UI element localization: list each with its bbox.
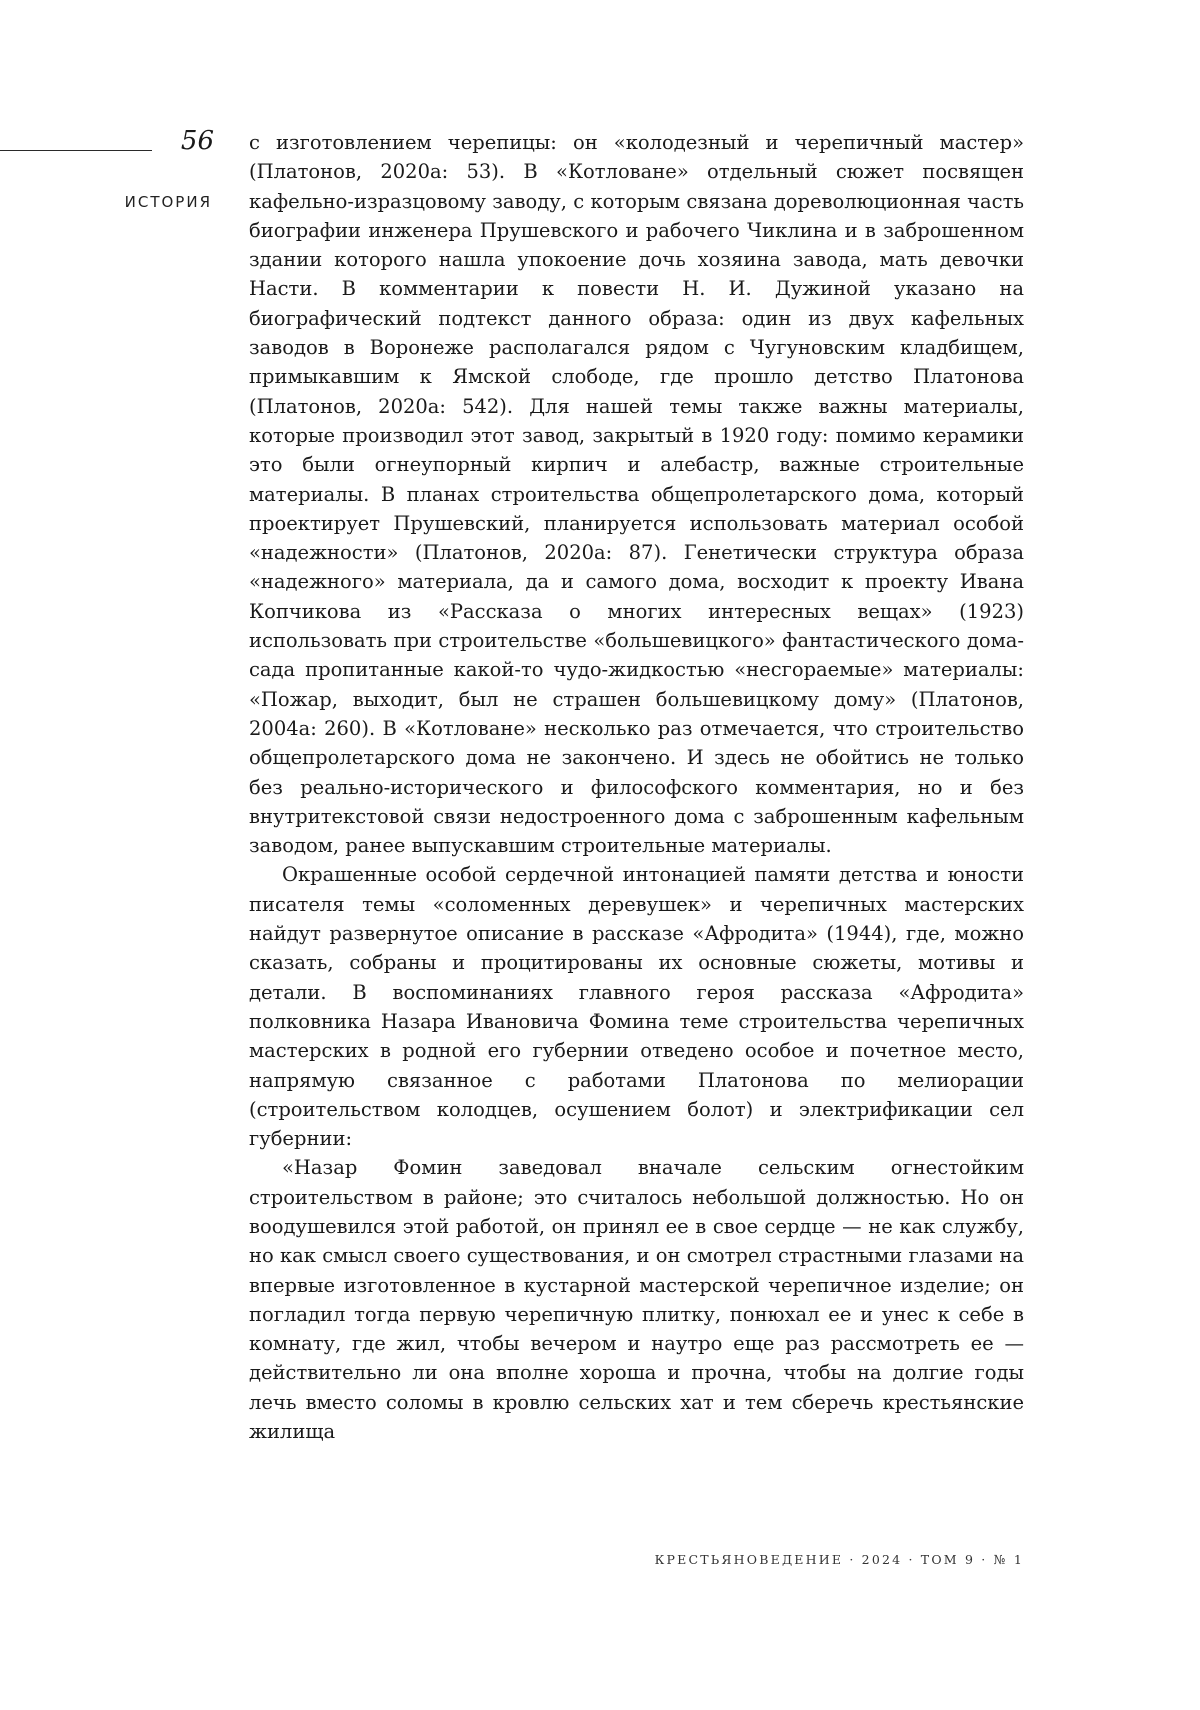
main-text — [249, 128, 1024, 1446]
quote-paragraph: «Назар Фомин заведовал вначале сельским огнестойким строительством в районе; это считалось небольшой должностью. Но он воодушевился этой работой, он принял ее в свое сердце — не как службу, но как смысл своего существования, и он смотрел страстными глазами на впервые изготовленное в кустарной мастерской черепичное изделие; он погладил тогда первую черепичную плитку, понюхал ее и унес к себе в комнату, где жил, чтобы вечером и наутро еще раз рассмотреть ее — действительно ли она вполне хороша и прочна, чтобы на долгие годы лечь вместо соломы в кровлю сельских хат и тем сберечь крестьянские жилища — [249, 1153, 1024, 1446]
paragraph-1: с изготовлением черепицы: он «колодезный и черепичный мастер» (Платонов, 2020а: 53). В «Котловане» отдельный сюжет посвящен кафельно-изразцовому заводу, с которым связана дореволюционная часть биографии инженера Прушевского и рабочего Чиклина и в заброшенном здании которого нашла упокоение дочь хозяина завода, мать девочки Насти. В комментарии к повести Н. И. Дужиной указано на биографический подтекст данного образа: один из двух кафельных заводов в Воронеже располагался рядом с Чугуновским кладбищем, примыкавшим к Ямской слободе, где прошло детство Платонова (Платонов, 2020а: 542). Для нашей темы также важны материалы, которые производил этот завод, закрытый в 1920 году: помимо керамики это были огнеупорный кирпич и алебастр, важные строительные материалы. В планах строительства общепролетарского дома, который проектирует Прушевский, планируется использовать материал особой «надежности» (Платонов, 2020а: 87). Генетически структура образа «надежного» материала, да и самого дома, восходит к проекту Ивана Копчикова из «Рассказа о многих интересных вещах» (1923) использовать при строительстве «большевицкого» фантастического дома-сада пропитанные какой-то чудо-жидкостью «несгораемые» материалы: «Пожар, выходит, был не страшен большевицкому дому» (Платонов, 2004а: 260). В «Котловане» несколько раз отмечается, что строительство общепролетарского дома не закончено. И здесь не обойтись не только без реально-исторического и философского комментария, но и без внутритекстовой связи недостроенного дома с заброшенным кафельным заводом, ранее выпускавшим строительные материалы. — [249, 128, 1024, 860]
paragraph-2: Окрашенные особой сердечной интонацией памяти детства и юности писателя темы «соломенных деревушек» и черепичных мастерских найдут развернутое описание в рассказе «Афродита» (1944), где, можно сказать, собраны и процитированы их основные сюжеты, мотивы и детали. В воспоминаниях главного героя рассказа «Афродита» полковника Назара Ивановича Фомина теме строительства черепичных мастерских в родной его губернии отведено особое и почетное место, напрямую связанное с работами Платонова по мелиорации (строительством колодцев, осушением болот) и электрификации сел губернии: — [249, 860, 1024, 1153]
running-footer: КРЕСТЬЯНОВЕДЕНИЕ · 2024 · ТОМ 9 · № 1 — [560, 1552, 1024, 1567]
section-label: ИСТОРИЯ — [0, 193, 212, 211]
page-number: 56 — [164, 124, 214, 158]
margin-rule — [0, 150, 152, 151]
